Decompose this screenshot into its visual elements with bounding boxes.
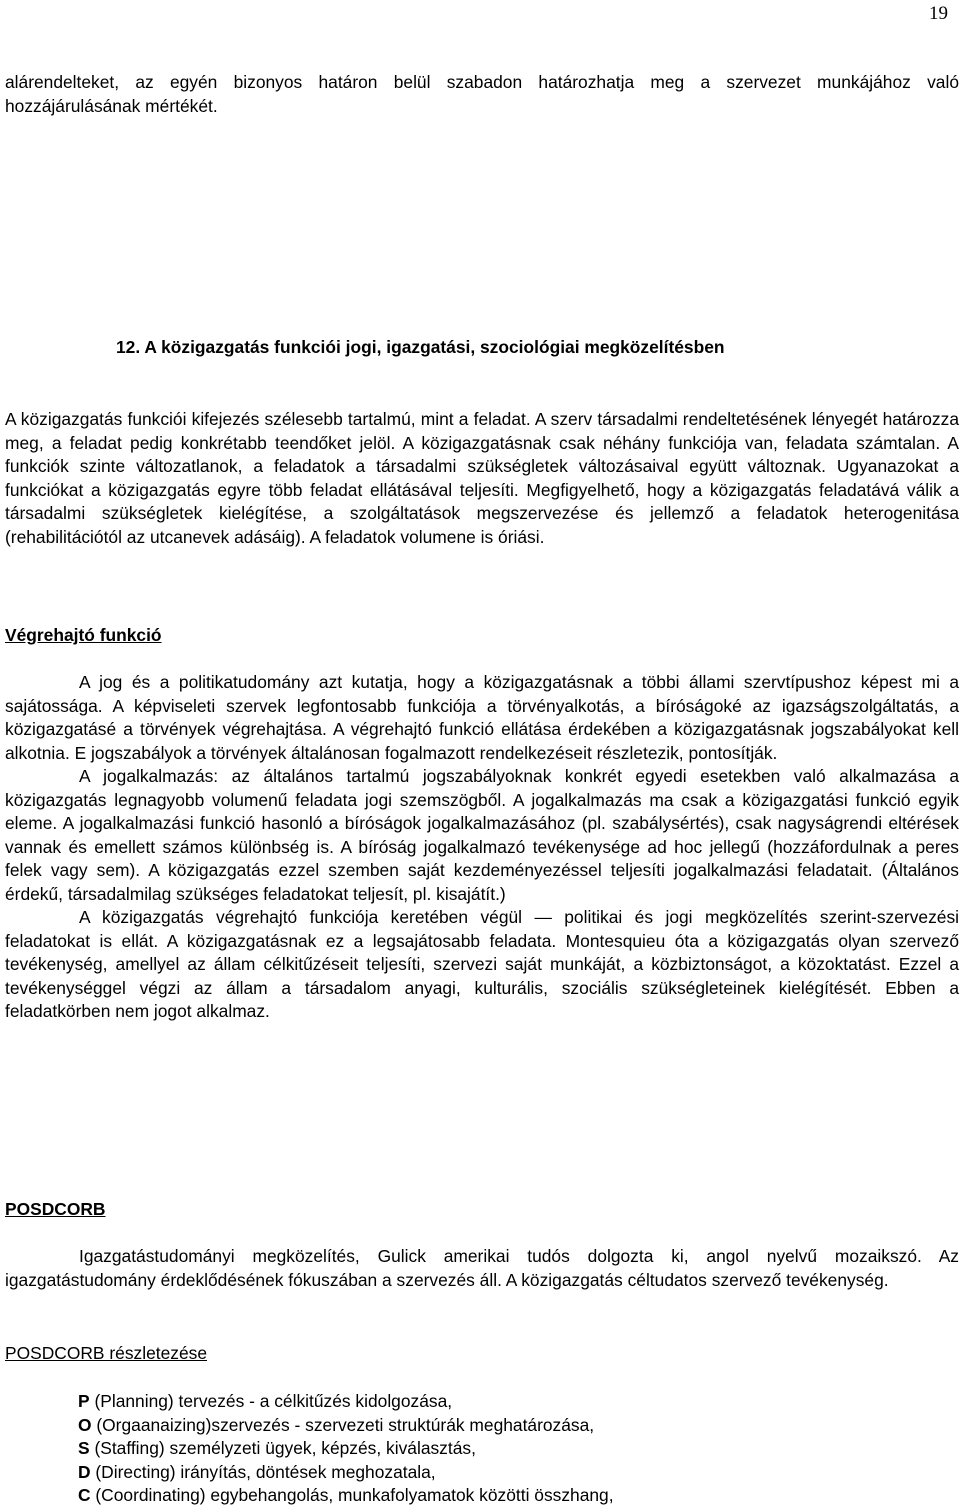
posdcorb-list (78, 1390, 614, 1508)
posdcorb-paragraph: Igazgatástudományi megközelítés, Gulick amerikai tudós dolgozta ki, angol nyelvű mozaikszó. Az igazgatástudomány érdeklődésének fókuszában a szervezés áll. A közigazgatás céltudatos szervező tevékenység. (5, 1246, 959, 1290)
executive-paragraph-1: A jog és a politikatudomány azt kutatja, hogy a közigazgatásnak a többi állami szervtípushoz képest mi a sajátossága. A képviseleti szervek legfontosabb funkciója a törvényalkotás, a bíróságoké az igazságszolgáltatás, a közigazgatásé a törvények végrehajtása. A végrehajtó funkció ellátása érdekében a közigazgatásnak jogszabályokat kell alkotnia. E jogszabályok a törvények általánosan fogalmazott rendelkezéseit részletezik, pontosítják. (5, 672, 959, 763)
executive-function-heading: Végrehajtó funkció (5, 625, 162, 645)
list-item (78, 1461, 614, 1485)
section-title: 12. A közigazgatás funkciói jogi, igazgatási, szociológiai megközelítésben (116, 337, 725, 357)
list-item (78, 1414, 614, 1438)
list-item-text: (Planning) tervezés - a célkitűzés kidolgozása, (89, 1391, 453, 1411)
section-paragraph-text: A közigazgatás funkciói kifejezés szélesebb tartalmú, mint a feladat. A szerv társadalmi rendeltetésének lényegét határozza meg, a feladat pedig konkrétabb teendőket jelöl. A közigazgatásnak csak néhány funkciója van, feladata számtalan. A funkciók szinte változatlanok, a feladatok a társadalmi szükségletek változásaival együtt változnak. Ugyanazokat a funkciókat a közigazgatás egyre több feladat ellátásával teljesíti. Megfigyelhető, hogy a közigazgatás feladatává válik a társadalmi szükségletek kielégítése, a szolgáltatások megszervezése és jellemző a feladatok heterogenitása (rehabilitációtól az utcanevek adásáig). A feladatok volumene is óriási. (5, 409, 959, 547)
executive-paragraph-2: A jogalkalmazás: az általános tartalmú jogszabályoknak konkrét egyedi esetekben való alkalmazása a közigazgatás legnagyobb volumenű feladata jogi szemszögből. A jogalkalmazás ma csak a közigazgatási funkció egyik eleme. A jogalkalmazási funkció hasonló a bíróságok jogalkalmazásához (pl. szabálysértés), csak nagyságrendi eltérések vannak és emellett számos különbség is. A bíróság jogalkalmazó tevékenysége ad hoc jellegű (hozzáfordulnak a peres felek vagy sem). A közigazgatás ezzel szemben saját kezdeményezéssel teljesíti jogalkalmazási feladatait. (Általános érdekű, társadalmilag szükséges feladatokat teljesít, pl. kisajátít.) (5, 766, 959, 904)
list-item-letter: D (78, 1461, 91, 1482)
list-item-text: (Directing) irányítás, döntések meghozatala, (90, 1461, 436, 1482)
executive-paragraph-3: A közigazgatás végrehajtó funkciója keretében végül — politikai és jogi megközelítés szerint-szervezési feladatokat is ellát. A közigazgatásnak ez a legsajátosabb feladata. Montesquieu óta a közigazgatás olyan szervező tevékenység, amellyel az állam célkitűzéseit teljesíti, szervezi saját munkáját, a közbiztonságot, a közoktatást. Ezzel a tevékenységgel végzi az állam a társadalom anyagi, kulturális, szociális szükségleteinek kielégítését. Ebben a feladatkörben nem jogot alkalmaz. (5, 907, 959, 1021)
list-item-text: (Orgaanaizing)szervezés - szervezeti struktúrák meghatározása, (91, 1414, 595, 1435)
list-item-text: (Staffing) személyzeti ügyek, képzés, kiválasztás, (89, 1438, 476, 1458)
intro-paragraph-text: alárendelteket, az egyén bizonyos határon belül szabadon határozhatja meg a szervezet munkájához való hozzájárulásának mértékét. (5, 72, 959, 116)
page-number: 19 (929, 3, 948, 24)
list-item-letter: O (78, 1414, 92, 1435)
list-item (78, 1484, 614, 1508)
list-item (78, 1437, 614, 1461)
intro-paragraph (5, 71, 959, 118)
posdcorb-heading: POSDCORB (5, 1199, 106, 1219)
list-item-letter: C (78, 1485, 91, 1505)
posdcorb-body (5, 1245, 959, 1292)
list-item-letter: P (78, 1391, 90, 1411)
posdcorb-detail-heading: POSDCORB részletezése (5, 1343, 207, 1363)
section-paragraph (5, 408, 959, 549)
list-item-letter: S (78, 1438, 90, 1458)
list-item (78, 1390, 614, 1414)
list-item-text: (Coordinating) egybehangolás, munkafolyamatok közötti összhang, (90, 1485, 614, 1505)
executive-function-body (5, 671, 959, 1024)
